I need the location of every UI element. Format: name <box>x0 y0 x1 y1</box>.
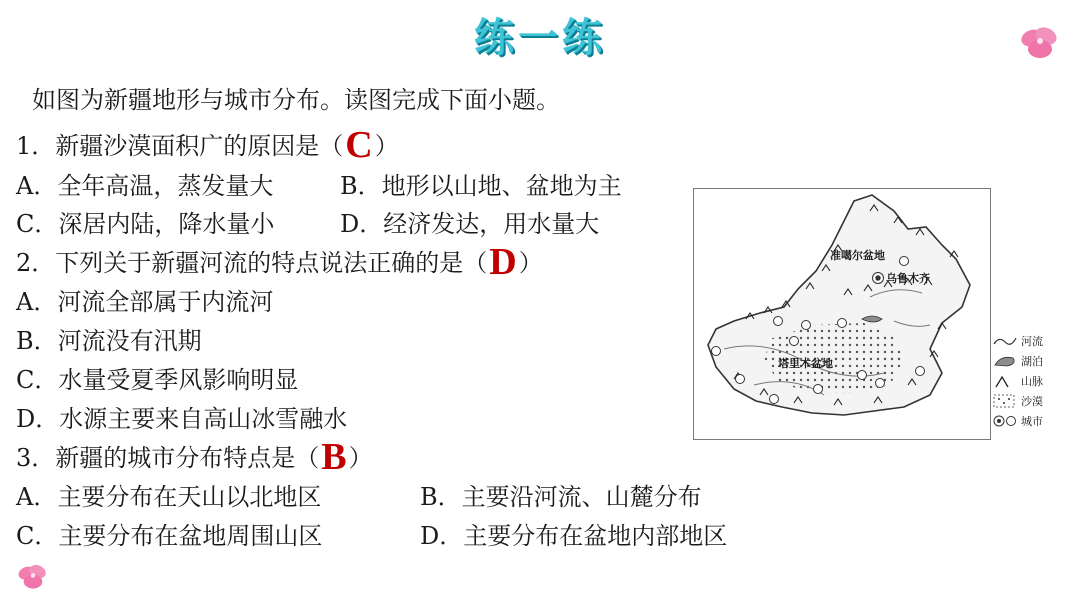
option-c: C．主要分布在盆地周围山区 <box>16 522 323 550</box>
legend-lake: 湖泊 <box>993 352 1073 370</box>
legend-city: 城市 <box>993 412 1073 430</box>
option-c: C．水量受夏季风影响明显 <box>16 366 299 394</box>
option-a: A．河流全部属于内流河 <box>16 288 274 316</box>
xinjiang-outline <box>694 189 990 439</box>
flower-decoration-bottom-left <box>16 562 50 592</box>
flower-decoration-top-right <box>1018 24 1062 62</box>
page-title: 练一练 <box>474 15 606 61</box>
lake-icon <box>993 354 1017 368</box>
intro-text: 如图为新疆地形与城市分布。读图完成下面小题。 <box>32 86 560 114</box>
option-d: D．主要分布在盆地内部地区 <box>420 522 728 550</box>
question-stem-text: 1．新疆沙漠面积广的原因是（ <box>16 132 344 160</box>
option-b: B．主要沿河流、山麓分布 <box>420 483 702 511</box>
legend-mountain: 山脉 <box>993 372 1073 390</box>
option-d: D．水源主要来自高山冰雪融水 <box>16 405 348 433</box>
answer-letter: C <box>345 124 373 166</box>
option-a: A．全年高温，蒸发量大 <box>16 172 274 200</box>
option-d: D．经济发达，用水量大 <box>340 210 600 238</box>
question-stem-close: ） <box>374 132 399 160</box>
question-stem-text: 2．下列关于新疆河流的特点说法正确的是（ <box>16 249 488 277</box>
answer-letter: B <box>321 436 347 478</box>
xinjiang-map <box>693 188 991 440</box>
option-c: C．深居内陆，降水量小 <box>16 210 275 238</box>
desert-icon <box>993 394 1017 408</box>
question-stem-text: 3．新疆的城市分布特点是（ <box>16 444 320 472</box>
question-2-stem <box>16 241 543 283</box>
map-label-junggar: 准噶尔盆地 <box>830 249 885 262</box>
river-icon <box>993 334 1017 348</box>
map-label-urumqi: 乌鲁木齐 <box>886 272 930 285</box>
legend-desert: 沙漠 <box>993 392 1073 410</box>
option-b: B．河流没有汛期 <box>16 327 202 355</box>
city-icon <box>993 414 1017 428</box>
question-3-stem <box>16 436 373 478</box>
option-b: B．地形以山地、盆地为主 <box>340 172 622 200</box>
question-stem-close: ） <box>348 444 373 472</box>
map-label-tarim: 塔里木盆地 <box>778 357 833 370</box>
question-stem-close: ） <box>518 249 543 277</box>
legend-river: 河流 <box>993 332 1073 350</box>
mountain-icon <box>993 374 1017 388</box>
question-1-stem <box>16 124 399 166</box>
answer-letter: D <box>489 241 517 283</box>
option-a: A．主要分布在天山以北地区 <box>16 483 322 511</box>
